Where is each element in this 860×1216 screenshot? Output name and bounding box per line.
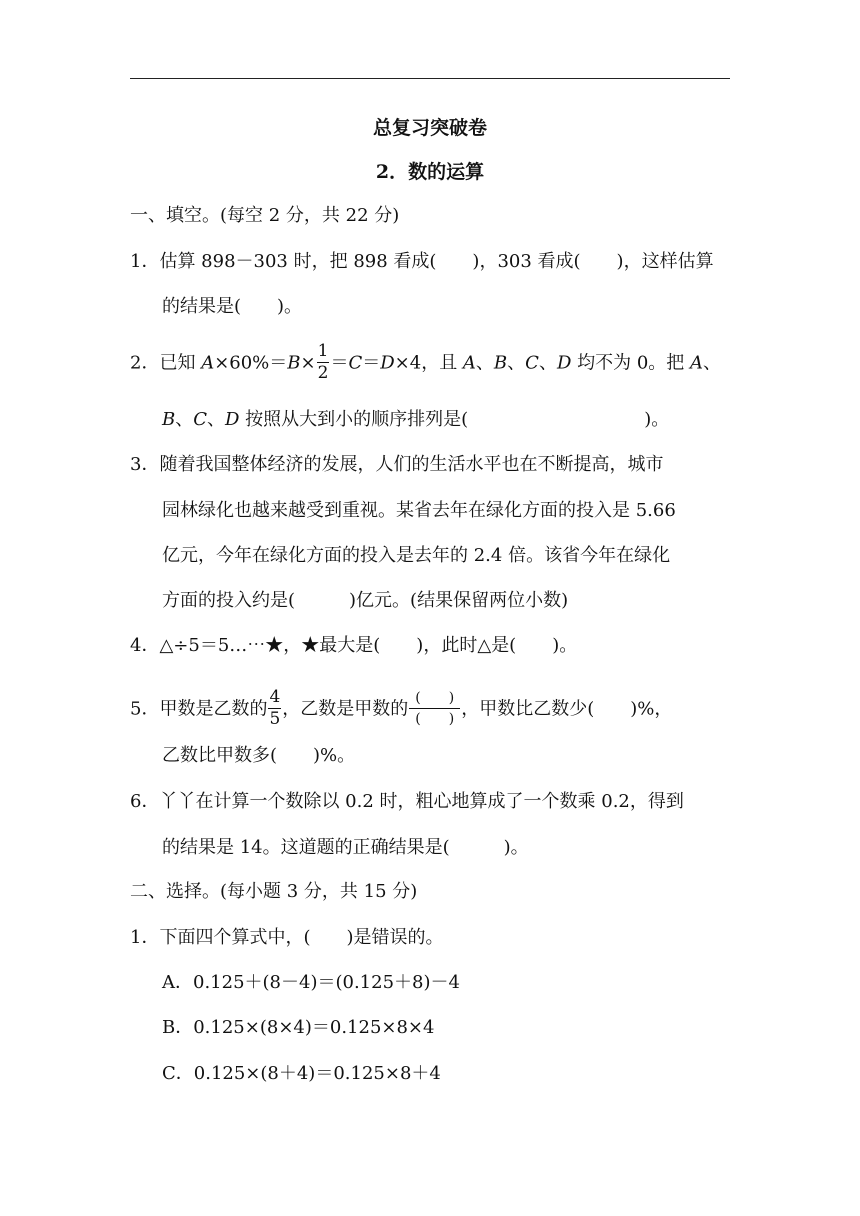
- q3-line4: 方面的投入约是( )亿元。(结果保留两位小数): [162, 590, 569, 611]
- s2-q1-option-a: A．0.125＋(8－4)＝(0.125＋8)－4: [162, 972, 460, 993]
- q3-line2: 园林绿化也越来越受到重视。某省去年在绿化方面的投入是 5.66: [162, 500, 676, 521]
- q2-line2: B、C、D 按照从大到小的顺序排列是( )。: [162, 409, 670, 430]
- s2-q1-stem: 1．下面四个算式中，( )是错误的。: [130, 927, 444, 948]
- doc-title: 总复习突破卷: [372, 117, 487, 139]
- q3-line1: 3．随着我国整体经济的发展，人们的生活水平也在不断提高，城市: [130, 454, 664, 475]
- header-rule: [130, 78, 730, 79]
- section2-header: 二、选择。(每小题 3 分，共 15 分): [130, 881, 418, 902]
- q5-line1: 5．甲数是乙数的 $\frac{4}{5}$ ，乙数是甲数的 $\frac{( )}{( )}$ ，甲数比乙数少( )%，: [130, 687, 673, 729]
- fraction-answer-blank[interactable]: $\frac{( )}{( )}$: [409, 691, 460, 726]
- q5-line2: 乙数比甲数多( )%。: [162, 745, 356, 766]
- q6-line1: 6．丫丫在计算一个数除以 0.2 时，粗心地算成了一个数乘 0.2，得到: [130, 791, 684, 812]
- q1-line1: 1．估算 898－303 时，把 898 看成( )，303 看成( )，这样估算: [130, 251, 714, 272]
- doc-subtitle: 2．数的运算: [375, 161, 485, 183]
- q4-line1: 4．△÷5＝5…⋯★，★最大是( )，此时△是( )。: [130, 635, 578, 656]
- section1-header: 一、填空。(每空 2 分，共 22 分): [130, 205, 400, 226]
- q3-line3: 亿元，今年在绿化方面的投入是去年的 2.4 倍。该省今年在绿化: [162, 545, 671, 566]
- fraction-one-half: $\frac{1}{2}$: [317, 341, 329, 383]
- q6-line2: 的结果是 14。这道题的正确结果是( )。: [162, 837, 529, 858]
- s2-q1-option-b: B．0.125×(8×4)＝0.125×8×4: [162, 1017, 435, 1038]
- q2-line1: 2．已知 A×60%＝B× $\frac{1}{2}$ ＝C＝D×4，且 A、B、C、D 均不为 0。把 A、: [130, 341, 721, 383]
- fraction-four-fifths: $\frac{4}{5}$: [269, 687, 281, 729]
- q1-line2: 的结果是( )。: [162, 296, 303, 317]
- s2-q1-option-c: C．0.125×(8＋4)＝0.125×8＋4: [162, 1063, 441, 1084]
